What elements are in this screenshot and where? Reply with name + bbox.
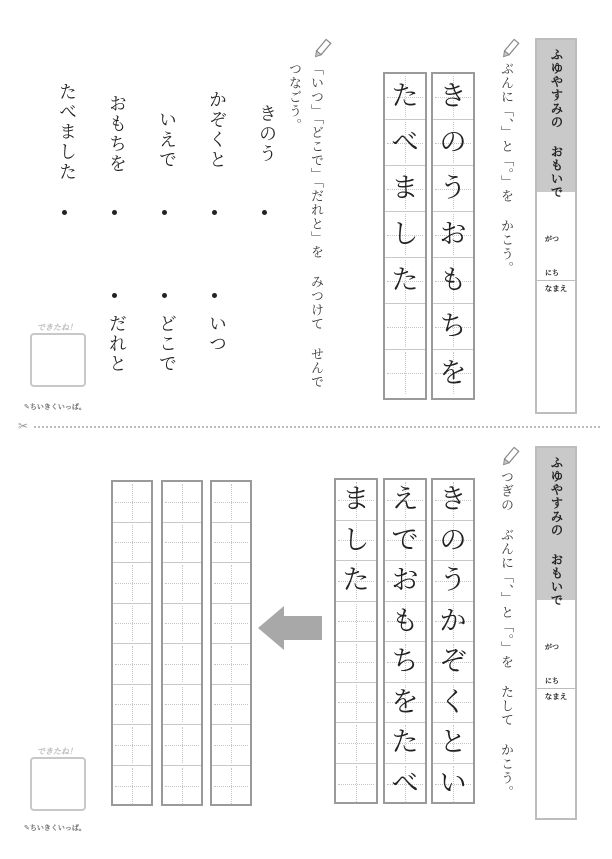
grid-cell: た	[385, 74, 425, 120]
grid-cell[interactable]	[212, 766, 250, 807]
cut-line	[34, 426, 600, 428]
bottom-name-field[interactable]	[537, 702, 575, 812]
grid-cell[interactable]	[163, 523, 201, 564]
pencil-icon: ✎	[24, 403, 30, 411]
grid-cell: し	[385, 212, 425, 258]
grid-cell: べ	[385, 120, 425, 166]
top-name-label: なまえ	[544, 284, 568, 293]
grid-cell	[336, 723, 376, 764]
grid-cell: ち	[433, 304, 473, 350]
top-month-label: がつ	[545, 235, 559, 243]
grid-cell: お	[385, 561, 425, 602]
bottom-title	[537, 448, 575, 607]
grid-cell: ち	[385, 642, 425, 683]
answer-grid-col-2[interactable]	[161, 480, 203, 806]
grid-cell[interactable]	[212, 563, 250, 604]
bottom-grid-col-3	[334, 478, 378, 804]
match-dot[interactable]	[162, 293, 167, 298]
grid-cell[interactable]	[113, 725, 151, 766]
grid-cell[interactable]	[163, 725, 201, 766]
grid-cell[interactable]	[212, 685, 250, 726]
answer-grid-col-3[interactable]	[111, 480, 153, 806]
top-grid-col-1	[431, 72, 475, 400]
stamp-label: できたね！	[37, 323, 77, 332]
grid-cell: も	[433, 258, 473, 304]
bottom-grid-col-2	[383, 478, 427, 804]
grid-cell[interactable]	[212, 644, 250, 685]
grid-cell: く	[433, 683, 473, 724]
match-instruction-2: つなごう。	[286, 62, 301, 132]
top-title	[537, 40, 575, 199]
grid-cell: た	[385, 723, 425, 764]
pencil-icon	[500, 38, 520, 60]
match-dot[interactable]	[112, 293, 117, 298]
top-name-field[interactable]	[537, 294, 575, 404]
footer-text: ちいきくいっぱ。	[29, 824, 86, 832]
bottom-day-label: にち	[545, 677, 559, 685]
match-word-left: いえで	[156, 110, 177, 170]
match-dot[interactable]	[212, 210, 217, 215]
grid-cell: の	[433, 120, 473, 166]
grid-cell: を	[433, 350, 473, 396]
answer-grid-col-1[interactable]	[210, 480, 252, 806]
bottom-header	[535, 446, 577, 820]
arrow-left-icon	[258, 606, 324, 650]
match-dot[interactable]	[162, 210, 167, 215]
grid-cell[interactable]	[163, 563, 201, 604]
grid-cell: ま	[385, 166, 425, 212]
grid-cell: も	[385, 602, 425, 643]
top-instruction: ぶんに「、」と「。」を かこう。	[498, 62, 513, 275]
grid-cell	[385, 304, 425, 350]
grid-cell[interactable]	[212, 523, 250, 564]
match-word-right: だれと	[106, 314, 127, 374]
grid-cell: き	[433, 480, 473, 521]
bottom-name-label: なまえ	[544, 692, 568, 701]
match-instruction-1: 「いつ」「どこで」「だれと」を みつけて せんで	[308, 62, 323, 389]
match-dot[interactable]	[262, 210, 267, 215]
grid-cell: を	[385, 683, 425, 724]
grid-cell: た	[385, 258, 425, 304]
grid-cell: ぞ	[433, 642, 473, 683]
grid-cell: た	[336, 561, 376, 602]
bottom-title-text: ふゆやすみの おもいで	[549, 456, 564, 607]
top-day-label: にち	[545, 269, 559, 277]
footer-text: ちいきくいっぱ。	[29, 403, 86, 411]
match-word-left: おもちを	[106, 94, 127, 174]
bottom-instruction: つぎの ぶんに「、」と「。」を たして かこう。	[498, 470, 513, 799]
grid-cell	[336, 764, 376, 805]
pencil-icon: ✎	[24, 824, 30, 832]
grid-cell[interactable]	[163, 604, 201, 645]
grid-cell	[385, 350, 425, 396]
top-grid-col-2	[383, 72, 427, 400]
grid-cell: き	[433, 74, 473, 120]
top-header	[535, 38, 577, 414]
grid-cell: か	[433, 602, 473, 643]
bottom-grid-col-1	[431, 478, 475, 804]
scissors-icon: ✂	[18, 419, 29, 433]
grid-cell: い	[433, 764, 473, 805]
grid-cell[interactable]	[113, 523, 151, 564]
grid-cell[interactable]	[113, 685, 151, 726]
grid-cell: お	[433, 212, 473, 258]
grid-cell	[336, 642, 376, 683]
grid-cell: し	[336, 521, 376, 562]
grid-cell: ま	[336, 480, 376, 521]
grid-cell[interactable]	[212, 604, 250, 645]
grid-cell[interactable]	[113, 482, 151, 523]
top-footer	[24, 402, 86, 412]
match-dot[interactable]	[212, 293, 217, 298]
match-dot[interactable]	[112, 210, 117, 215]
match-word-left: かぞくと	[206, 90, 227, 170]
grid-cell[interactable]	[163, 766, 201, 807]
grid-cell: え	[385, 480, 425, 521]
grid-cell	[336, 683, 376, 724]
grid-cell: で	[385, 521, 425, 562]
match-word-left: たべました	[56, 82, 77, 182]
pencil-icon	[500, 446, 520, 468]
grid-cell: の	[433, 521, 473, 562]
grid-cell[interactable]	[163, 644, 201, 685]
bottom-date-box	[537, 600, 575, 689]
grid-cell[interactable]	[113, 604, 151, 645]
grid-cell[interactable]	[212, 482, 250, 523]
grid-cell: と	[433, 723, 473, 764]
stamp-box	[30, 333, 86, 387]
grid-cell[interactable]	[163, 482, 201, 523]
stamp-box	[30, 757, 86, 811]
grid-cell	[336, 602, 376, 643]
stamp-label: できたね！	[37, 747, 77, 756]
grid-cell[interactable]	[113, 766, 151, 807]
pencil-icon	[312, 38, 332, 60]
match-word-right: いつ	[206, 314, 227, 354]
grid-cell: う	[433, 166, 473, 212]
grid-cell[interactable]	[212, 725, 250, 766]
bottom-month-label: がつ	[545, 643, 559, 651]
grid-cell[interactable]	[113, 644, 151, 685]
top-title-text: ふゆやすみの おもいで	[549, 48, 564, 199]
top-date-box	[537, 192, 575, 281]
grid-cell: べ	[385, 764, 425, 805]
match-word-left: きのう	[256, 104, 277, 164]
match-word-right: どこで	[156, 314, 177, 374]
bottom-footer	[24, 823, 86, 833]
grid-cell[interactable]	[113, 563, 151, 604]
grid-cell[interactable]	[163, 685, 201, 726]
grid-cell: う	[433, 561, 473, 602]
match-dot[interactable]	[62, 210, 67, 215]
